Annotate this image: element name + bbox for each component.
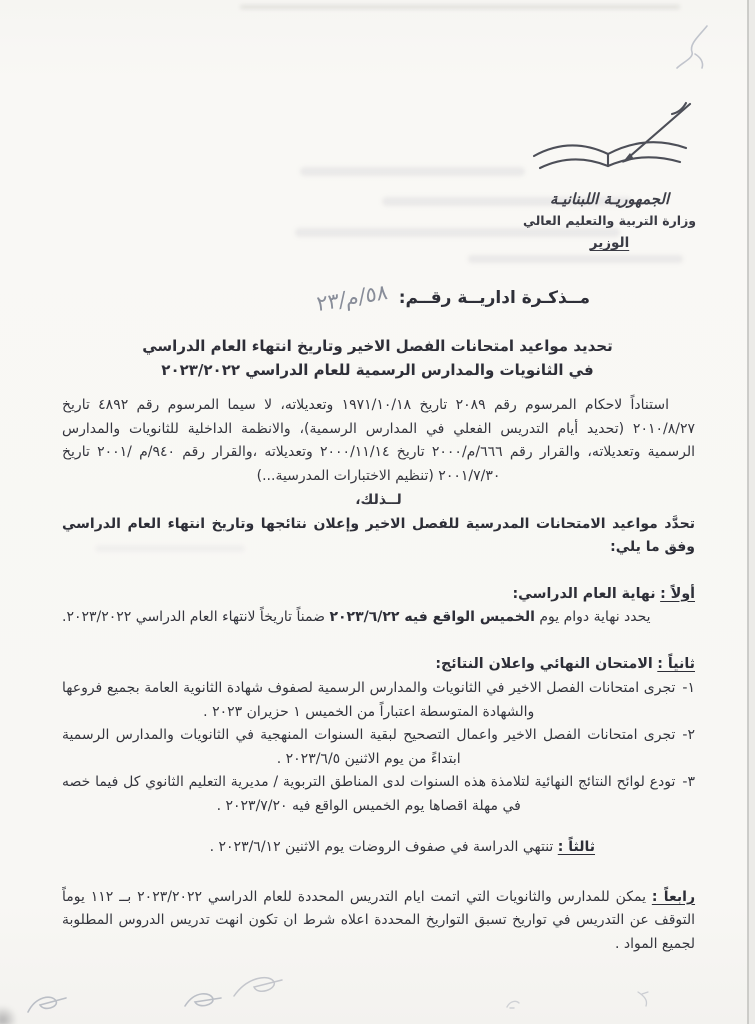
item-number: ٢- xyxy=(682,727,695,743)
republic-name: الجمهوريـة اللبنانيـة xyxy=(549,190,670,208)
section-third-label: ثالثاً : xyxy=(557,839,595,855)
document-body xyxy=(62,394,695,956)
section-third xyxy=(122,836,695,860)
bleed-through-artifact xyxy=(300,167,525,176)
section-second xyxy=(62,653,695,819)
exam-item xyxy=(62,771,695,818)
item-text: تجرى امتحانات الفصل الاخير في الثانويات والمدارس الرسمية لصفوف شهادة الثانوية العامة بجميع فروعها والشهادة المتوسطة اعتباراً من الخميس ١ حزيران ٢٠٢٣ . xyxy=(62,680,676,720)
pencil-dot-mark-icon xyxy=(504,995,522,1011)
letterhead xyxy=(522,100,697,251)
signature-mark-icon xyxy=(26,992,68,1016)
item-text: تجرى امتحانات الفصل الاخير واعمال التصحيح لبقية السنوات المنهجية في الثانويات والمدارس الرسمية ابتداءً من يوم الاثنين ٢٠٢٣/٦/٥ . xyxy=(62,727,676,767)
section-fourth-label: رابعاً : xyxy=(651,888,696,905)
item-number: ١- xyxy=(682,680,695,696)
preamble-paragraph: استناداً لاحكام المرسوم رقم ٢٠٨٩ تاريخ ١٩٧١/١٠/١٨ وتعديلاته، لا سيما المرسوم رقم ٤٨٩٢ تاريخ ٢٠١٠/٨/٢٧ (تحديد أيام التدريس الفعلي في المدارس الرسمية)، والانظمة الداخلية للثانويات والمدارس الرسمية وتعديلاته، والقرار رقم ٦٦٦/م/٢٠٠٠ تاريخ ٢٠٠٠/١١/١٤ وتعديلاته ،والقرار رقم ٩٤٠/م /٢٠٠١ تاريخ ٢٠٠١/٧/٣٠ (تنظيم الاختبارات المدرسية...) xyxy=(62,397,695,484)
scan-corner-smudge xyxy=(0,1006,18,1024)
signature-mark-icon xyxy=(232,972,284,1000)
memo-number-line xyxy=(316,279,590,317)
book-pen-logo-icon xyxy=(524,100,696,196)
pencil-dot-mark-icon xyxy=(634,988,654,1010)
title-line-2: في الثانويات والمدارس الرسمية للعام الدراسي ٢٠٢٣/٢٠٢٢ xyxy=(161,361,594,379)
scan-right-margin xyxy=(748,0,755,1024)
ministry-name: وزارة التربية والتعليم العالي xyxy=(522,213,697,228)
section-fourth xyxy=(62,886,695,957)
section-first-label: أولاً : xyxy=(660,585,695,602)
section-second-heading-row xyxy=(62,653,695,677)
section-first-body-pre: يحدد نهاية دوام يوم xyxy=(534,609,651,625)
exam-item xyxy=(62,724,695,771)
memo-label: مــذكـرة اداريــة رقــم: xyxy=(398,288,590,308)
minister-title: الوزير xyxy=(589,235,630,251)
title-line-1: تحديد مواعيد امتحانات الفصل الاخير وتاريخ انتهاء العام الدراسي xyxy=(142,337,613,355)
exam-item xyxy=(62,677,695,724)
decision-intro: تحدَّد مواعيد الامتحانات المدرسية للفصل الاخير وإعلان نتائجها وتاريخ انتهاء العام الدراسي وفق ما يلي: xyxy=(62,515,695,555)
section-second-label: ثانياً : xyxy=(657,655,695,672)
section-third-body: تنتهي الدراسة في صفوف الروضات يوم الاثنين ٢٠٢٣/٦/١٢ . xyxy=(209,839,554,855)
document-title xyxy=(0,334,755,382)
section-first xyxy=(62,583,695,630)
pencil-mark-icon xyxy=(673,24,713,76)
item-text: تودع لوائح النتائج النهائية لتلامذة هذه السنوات لدى المناطق التربوية / مديرية التعليم الثانوي كل فيما خصه في مهلة اقصاها يوم الخميس الواقع فيه ٢٠٢٣/٧/٢٠ . xyxy=(62,774,676,814)
section-first-heading: نهاية العام الدراسي: xyxy=(512,585,656,602)
section-second-heading: الامتحان النهائي واعلان النتائج: xyxy=(435,655,653,672)
section-first-body-post: ضمناً تاريخاً لانتهاء العام الدراسي ٢٠٢٣/٢٠٢٢. xyxy=(62,609,330,625)
memo-number-handwritten: ٥٨/م/٢٣ xyxy=(316,279,390,317)
therefore-line: لــذلك، xyxy=(355,492,402,508)
section-first-body xyxy=(62,606,695,630)
scan-streak-artifact xyxy=(240,5,680,9)
section-third-line xyxy=(122,836,595,860)
section-first-heading-row xyxy=(62,583,695,607)
section-fourth-line xyxy=(62,886,695,957)
scan-page-edge xyxy=(747,0,749,1024)
item-number: ٣- xyxy=(682,774,695,790)
bleed-through-artifact xyxy=(468,255,683,263)
section-fourth-body: يمكن للمدارس والثانويات التي اتمت ايام التدريس المحددة للعام الدراسي ٢٠٢٣/٢٠٢٢ بــ ١١٢ يوماً التوقف عن التدريس في تواريخ تسبق التواريخ المحددة اعلاه شرط ان تكون انهت تدريس الدروس المطلوبة لجميع المواد . xyxy=(62,888,695,952)
section-first-body-date: الخميس الواقع فيه ٢٠٢٣/٦/٢٢ xyxy=(329,609,535,625)
exam-items-list xyxy=(62,677,695,818)
signature-mark-icon xyxy=(183,988,223,1012)
